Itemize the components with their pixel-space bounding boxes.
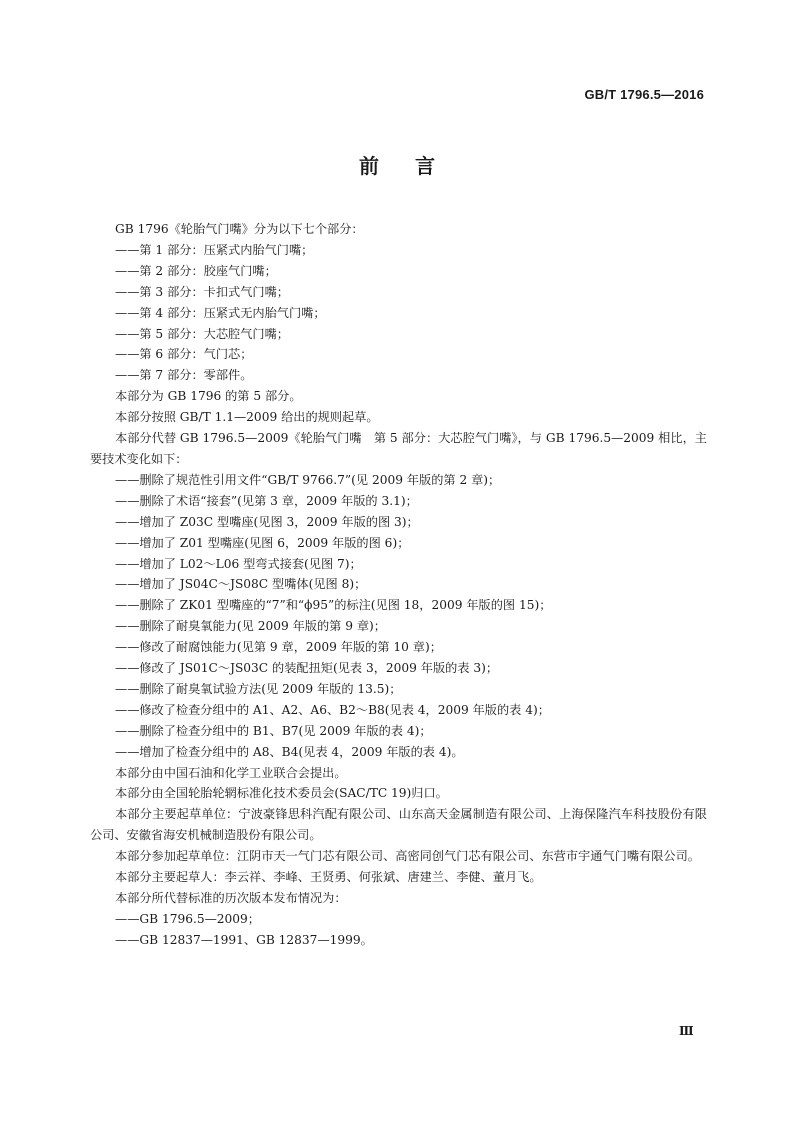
- list-item-change: ——删除了耐臭氧试验方法(见 2009 年版的 13.5)；: [115, 681, 402, 696]
- list-item-part-7: ——第 7 部分：零部件。: [115, 368, 253, 383]
- list-item-part-5: ——第 5 部分：大芯腔气门嘴；: [115, 326, 289, 341]
- paragraph-main-drafting-units: 本部分主要起草单位：宁波豪锋思科汽配有限公司、山东高天金属制造有限公司、上海保隆汽车科技股份有限公司、安徽省海安机械制造股份有限公司。: [90, 807, 707, 843]
- list-item-part-4: ——第 4 部分：压紧式无内胎气门嘴；: [115, 305, 326, 320]
- list-item-change: ——删除了耐臭氧能力(见 2009 年版的第 9 章)；: [115, 619, 386, 634]
- list-item-change: ——增加了 Z03C 型嘴座(见图 3，2009 年版的图 3)；: [115, 514, 419, 529]
- list-item-part-1: ——第 1 部分：压紧式内胎气门嘴；: [115, 242, 314, 257]
- paragraph-parts-intro: GB 1796《轮胎气门嘴》分为以下七个部分：: [115, 222, 364, 236]
- document-body: [90, 219, 707, 951]
- list-item-part-3: ——第 3 部分：卡扣式气门嘴；: [115, 284, 289, 299]
- list-item-part-2: ——第 2 部分：胶座气门嘴；: [115, 263, 277, 278]
- list-item-change: ——增加了检查分组中的 A8、B4(见表 4，2009 年版的表 4)。: [115, 744, 464, 759]
- paragraph-main-drafters: 本部分主要起草人：李云祥、李峰、王贤勇、何张斌、唐建兰、李健、董月飞。: [115, 870, 542, 885]
- list-item-change: ——增加了 L02～L06 型弯式接套(见图 7)；: [115, 556, 362, 571]
- standard-number: GB/T 1796.5—2016: [584, 87, 704, 102]
- paragraph-this-part: 本部分为 GB 1796 的第 5 部分。: [115, 389, 302, 404]
- paragraph-participating-units: 本部分参加起草单位：江阴市天一气门芯有限公司、高密同创气门芯有限公司、东营市宇通气门嘴有限公司。: [115, 849, 700, 864]
- list-item-change: ——修改了检查分组中的 A1、A2、A6、B2～B8(见表 4，2009 年版的表 4)；: [115, 702, 550, 717]
- list-item-change: ——修改了 JS01C～JS03C 的装配扭矩(见表 3，2009 年版的表 3)；: [115, 661, 499, 676]
- list-item-change: ——增加了 JS04C～JS08C 型嘴体(见图 8)；: [115, 577, 367, 592]
- page-title: 前言: [359, 154, 471, 178]
- paragraph-replaces: 本部分代替 GB 1796.5—2009《轮胎气门嘴 第 5 部分：大芯腔气门嘴》，与 GB 1796.5—2009 相比，主要技术变化如下：: [90, 431, 707, 466]
- list-item-change: ——删除了术语“接套”(见第 3 章，2009 年版的 3.1)；: [115, 493, 418, 508]
- paragraph-centralized-by: 本部分由全国轮胎轮辋标准化技术委员会(SAC/TC 19)归口。: [115, 786, 448, 801]
- page-number: Ⅲ: [679, 1024, 693, 1038]
- list-item-change: ——删除了检查分组中的 B1、B7(见 2009 年版的表 4)；: [115, 723, 432, 738]
- list-item-change: ——删除了规范性引用文件“GB/T 9766.7”(见 2009 年版的第 2 章)；: [115, 472, 501, 487]
- list-item-change: ——修改了耐腐蚀能力(见第 9 章，2009 年版的第 10 章)；: [115, 640, 442, 655]
- list-item-edition: ——GB 1796.5—2009；: [115, 911, 260, 926]
- list-item-change: ——增加了 Z01 型嘴座(见图 6，2009 年版的图 6)；: [115, 535, 410, 550]
- paragraph-previous-editions: 本部分所代替标准的历次版本发布情况为：: [115, 891, 347, 905]
- list-item-edition: ——GB 12837—1991、GB 12837—1999。: [115, 932, 373, 947]
- paragraph-proposed-by: 本部分由中国石油和化学工业联合会提出。: [115, 765, 347, 780]
- list-item-part-6: ——第 6 部分：气门芯；: [115, 347, 253, 362]
- list-item-change: ——删除了 ZK01 型嘴座的“7”和“ϕ95”的标注(见图 18，2009 年版的图 15)；: [115, 598, 552, 613]
- paragraph-drafting-rules: 本部分按照 GB/T 1.1—2009 给出的规则起草。: [115, 410, 379, 425]
